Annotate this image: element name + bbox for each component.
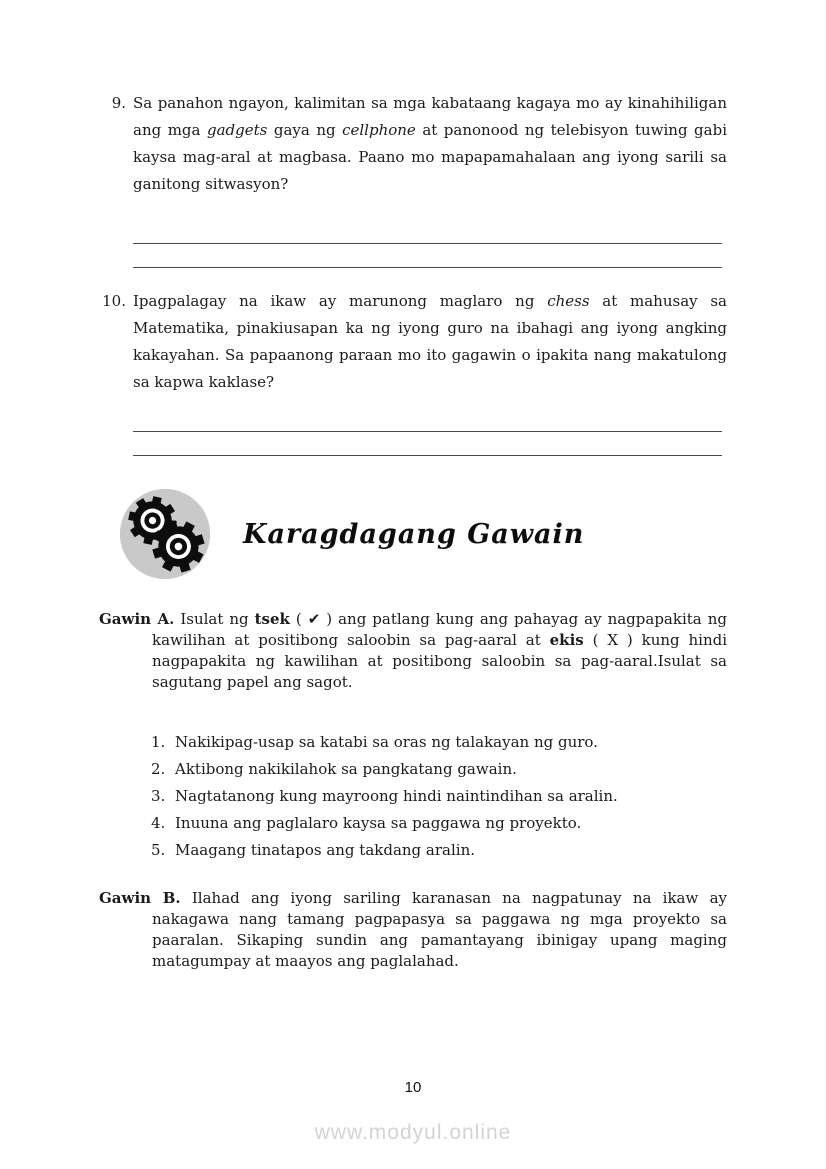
list-item-number: 1. — [151, 733, 166, 751]
answer-line — [133, 244, 722, 268]
text-run-italic: chess — [547, 292, 590, 310]
text-run: ( ✔ ) ang patlang kung ang pahayag ay nagpapakita ng kawilihan at positibong saloobin sa pag-aaral at — [152, 610, 727, 649]
section-header — [117, 486, 727, 582]
text-run: at panonood ng telebisyon tuwing gabi kaysa mag-aral at magbasa. Paano mo mapapamahalaan ang iyong sarili sa ganitong sitwasyon? — [133, 121, 728, 193]
list-item — [151, 756, 727, 783]
section-title: Karagdagang Gawain — [243, 518, 585, 550]
gawin-a-label: Gawin A. — [99, 610, 175, 628]
text-run: Ilahad ang iyong sariling karanasan na nagpatunay na ikaw ay nakagawa nang tamang pagpapasya sa paggawa ng mga proyekto sa paaralan. Sikaping sundin ang pamantayang ibinigay upang maging matagumpay at maayos ang paglalahad. — [152, 889, 727, 970]
question-9-text — [133, 90, 727, 198]
text-run-italic: gadgets — [206, 121, 268, 139]
text-run-italic: cellphone — [342, 121, 416, 139]
question-10-text — [133, 288, 727, 396]
list-item-text: Nagtatanong kung mayroong hindi naintindihan sa aralin. — [175, 787, 618, 805]
question-10-number: 10. — [102, 292, 126, 310]
list-item-text: Aktibong nakikilahok sa pangkatang gawain. — [175, 760, 517, 778]
text-run-bold: tsek — [254, 610, 290, 628]
question-9 — [99, 90, 727, 198]
answer-line — [133, 408, 722, 432]
list-item — [151, 783, 727, 810]
page-number: 10 — [404, 1079, 422, 1096]
list-item — [151, 729, 727, 756]
list-item-text: Maagang tinatapos ang takdang aralin. — [175, 841, 476, 859]
gears-icon — [117, 486, 213, 582]
question-9-answer-lines — [133, 220, 727, 268]
text-run-bold: ekis — [549, 631, 584, 649]
answer-line — [133, 220, 722, 244]
gawin-b-label: Gawin B. — [99, 889, 181, 907]
spacer — [126, 90, 133, 198]
answer-line — [133, 432, 722, 456]
list-item-number: 2. — [151, 760, 166, 778]
text-run: Sa panahon ngayon, kalimitan sa mga kabataang kagaya mo ay kinahihiligan ang mga — [133, 94, 727, 139]
watermark: www.modyul.online — [314, 1121, 512, 1144]
text-run: Isulat ng — [174, 610, 255, 628]
list-item — [151, 837, 727, 864]
gawin-b-instructions — [99, 888, 727, 972]
text-run: at mahusay sa Matematika, pinakiusapan ka ng iyong guro na ibahagi ang iyong angking kakayahan. Sa papaanong paraan mo ito gagawin o ipakita nang makatulong sa kapwa kaklase? — [133, 292, 727, 391]
text-run: gaya ng — [267, 121, 343, 139]
question-9-number: 9. — [111, 94, 126, 112]
gawin-a-checklist — [151, 729, 727, 864]
list-item — [151, 810, 727, 837]
spacer — [126, 288, 133, 396]
list-item-text: Inuuna ang paglalaro kaysa sa paggawa ng proyekto. — [175, 814, 582, 832]
list-item-number: 3. — [151, 787, 166, 805]
gawin-a-instructions — [99, 609, 727, 693]
page-content — [99, 90, 727, 972]
text-run: ( X ) kung hindi nagpapakita ng kawilihan at positibong saloobin sa pag-aaral.Isulat sa sagutang papel ang sagot. — [152, 631, 728, 691]
list-item-number: 4. — [151, 814, 166, 832]
list-item-number: 5. — [151, 841, 166, 859]
question-10-answer-lines — [133, 408, 727, 456]
text-run: Ipagpalagay na ikaw ay marunong maglaro ng — [133, 292, 548, 310]
question-10 — [99, 288, 727, 396]
list-item-text: Nakikipag-usap sa katabi sa oras ng talakayan ng guro. — [175, 733, 598, 751]
